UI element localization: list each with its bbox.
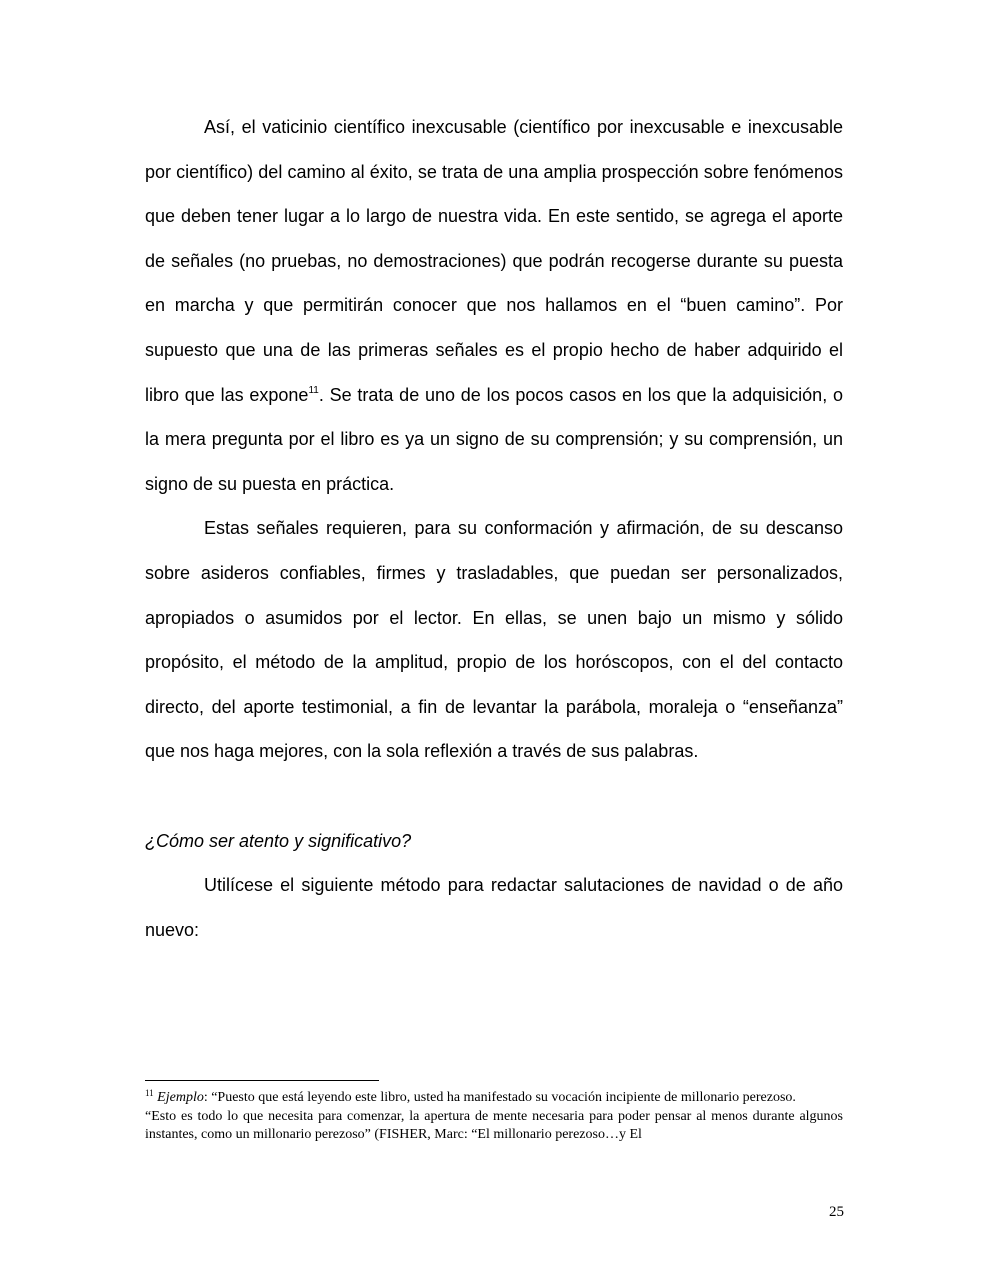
- footnote-line-2: “Esto es todo lo que necesita para comenzar, la apertura de mente necesaria para poder pensar al menos durante algunos instantes, como un millonario perezoso” (FISHER, Marc: “El millonario perezoso…y El: [145, 1108, 843, 1142]
- footnote-line-1: : “Puesto que está leyendo este libro, usted ha manifestado su vocación incipiente de millonario perezoso.: [203, 1090, 796, 1105]
- footnotes: [145, 1089, 843, 1145]
- paragraph-1-text-b: . Se trata de uno de los pocos casos en los que la adquisición, o la mera pregunta por el libro es ya un signo de su comprensión; y su comprensión, un signo de su puesta en práctica.: [145, 384, 843, 494]
- page-number: 25: [829, 1204, 844, 1220]
- paragraph-2: Estas señales requieren, para su conformación y afirmación, de su descanso sobre asideros confiables, firmes y trasladables, que puedan ser personalizados, apropiados o asumidos por el lector. En ellas, se unen bajo un mismo y sólido propósito, el método de la amplitud, propio de los horóscopos, con el del contacto directo, del aporte testimonial, a fin de levantar la parábola, moraleja o “enseñanza” que nos haga mejores, con la sola reflexión a través de sus palabras.: [145, 518, 843, 762]
- footnote-number: 11: [145, 1088, 154, 1098]
- footnote-11: [145, 1089, 843, 1108]
- footnote-reference[interactable]: 11: [308, 384, 319, 396]
- footnote-term: Ejemplo: [157, 1090, 204, 1105]
- paragraph-1-text-a: Así, el vaticinio científico inexcusable (científico por inexcusable e inexcusable por científico) del camino al éxito, se trata de una amplia prospección sobre fenómenos que deben tener lugar a lo largo de nuestra vida. En este sentido, se agrega el aporte de señales (no pruebas, no demostraciones) que podrán recogerse durante su puesta en marcha y que permitirán conocer que nos hallamos en el “buen camino”. Por supuesto que una de las primeras señales es el propio hecho de haber adquirido el libro que las expone: [145, 117, 843, 405]
- footnote-separator: [145, 1080, 379, 1081]
- section-heading: ¿Cómo ser atento y significativo?: [145, 830, 412, 851]
- body-text: [145, 105, 843, 952]
- paragraph-1: [145, 105, 843, 506]
- paragraph-3: Utilícese el siguiente método para redactar salutaciones de navidad o de año nuevo:: [145, 875, 843, 940]
